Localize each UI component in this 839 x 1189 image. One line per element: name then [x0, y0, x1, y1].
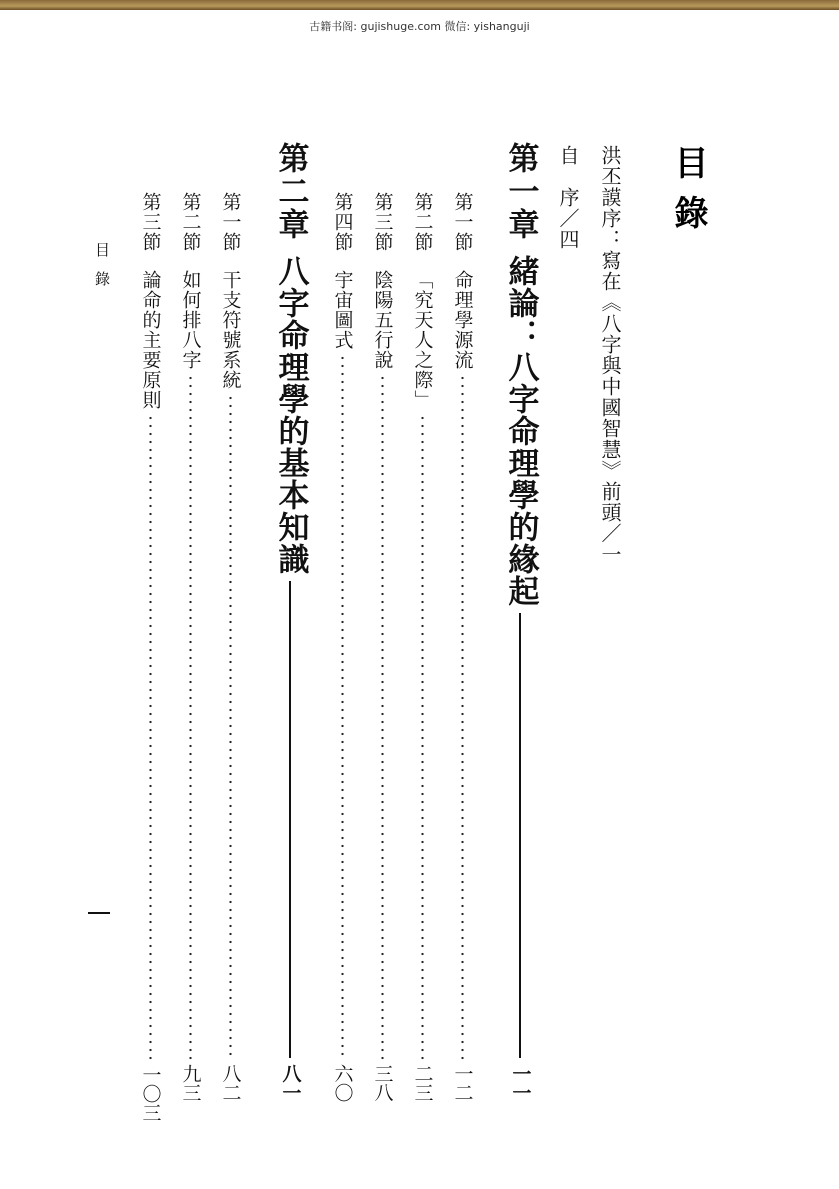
dot-leader — [341, 354, 344, 1060]
page-number-footer — [88, 912, 110, 914]
watermark: 古籍书阁: gujishuge.com 微信: yishanguji — [309, 20, 530, 33]
chapter-title: 八字命理學的基本知識 — [272, 255, 309, 575]
toc-section-1-3 — [370, 192, 394, 1102]
chapter-label: 第一章 — [502, 142, 539, 241]
toc-chapter-1 — [502, 142, 538, 1102]
toc-section-2-1 — [218, 192, 242, 1102]
section-title: 如何排八字 — [179, 270, 202, 370]
section-label: 第四節 — [331, 192, 354, 252]
section-title: 命理學源流 — [451, 270, 474, 370]
page-number: 八二 — [219, 1064, 242, 1102]
top-border — [0, 0, 839, 10]
section-label: 第一節 — [219, 192, 242, 252]
section-title: 干支符號系統 — [219, 270, 242, 390]
section-title: 論命的主要原則 — [139, 270, 162, 410]
page-number: 九三 — [179, 1064, 202, 1102]
page-number: 一〇三 — [139, 1065, 162, 1122]
toc-entry-preface-self: 自 序／四 — [556, 145, 580, 250]
page-number: 三八 — [371, 1064, 394, 1102]
section-label: 第三節 — [371, 192, 394, 252]
chapter-title: 緒論：八字命理學的緣起 — [502, 255, 539, 607]
running-title: 目錄 — [93, 242, 111, 300]
page-number: 二三 — [411, 1064, 434, 1102]
dot-leader — [149, 414, 152, 1061]
section-label: 第二節 — [179, 192, 202, 252]
toc-section-1-2 — [410, 192, 434, 1102]
toc-section-2-3 — [138, 192, 162, 1122]
dot-leader — [461, 374, 464, 1060]
section-label: 第三節 — [139, 192, 162, 252]
dot-leader — [381, 374, 384, 1060]
dot-leader — [421, 414, 424, 1060]
page-title: 目錄 — [668, 145, 708, 245]
page-number: 八一 — [279, 1064, 302, 1102]
page-number: 六〇 — [331, 1064, 354, 1102]
section-title: 陰陽五行說 — [371, 270, 394, 370]
toc-chapter-2 — [272, 142, 308, 1102]
page-number: 一二 — [451, 1064, 474, 1102]
toc-section-1-4 — [330, 192, 354, 1102]
chapter-label: 第二章 — [272, 142, 309, 241]
section-title: 宇宙圖式 — [331, 270, 354, 350]
toc-entry-preface-hong: 洪丕謨序：寫在《八字與中國智慧》前頭／一 — [598, 145, 622, 565]
dot-leader — [229, 394, 232, 1060]
toc-section-1-1 — [450, 192, 474, 1102]
section-label: 第一節 — [451, 192, 474, 252]
dot-leader — [189, 374, 192, 1060]
toc-section-2-2 — [178, 192, 202, 1102]
section-label: 第二節 — [411, 192, 434, 252]
leader-rule — [519, 613, 521, 1058]
section-title: 「究天人之際」 — [411, 270, 434, 410]
leader-rule — [289, 581, 291, 1058]
page-number: 一一 — [509, 1064, 532, 1102]
